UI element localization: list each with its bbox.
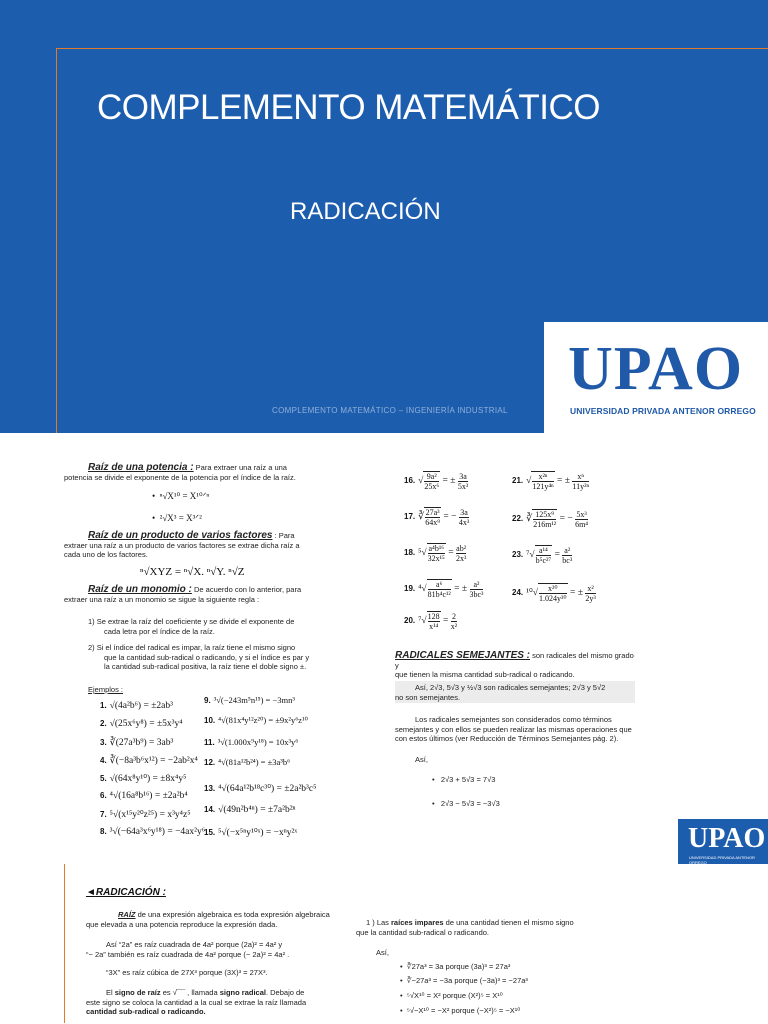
fraction-denominator: 1.024y³⁰ <box>539 594 567 603</box>
signo-line-3: cantidad sub-radical o radicando. <box>86 1007 206 1016</box>
logo-subtext: UNIVERSIDAD PRIVADA ANTENOR ORREGO <box>689 855 755 864</box>
equals-sign: = − <box>443 512 457 523</box>
equals-sign: = <box>448 548 454 559</box>
impares-text-b: de una cantidad tienen el mismo signo <box>443 918 574 927</box>
example-18: 18. ⁵√ $\frac{\text{a⁴b¹⁶}}{\text{32x¹⁵}}$ = $\frac{\text{ab²}}{\text{2x³}}$ <box>404 543 467 563</box>
rule-2 <box>88 643 318 672</box>
potencia-example-1: • ⁿ√X¹⁰ = X¹⁰ᐟⁿ <box>152 491 210 501</box>
potencia-block <box>64 463 314 482</box>
monomio-title: Raíz de un monomio : <box>88 584 192 595</box>
potencia-example-text: ⁿ√X¹⁰ = X¹⁰ᐟⁿ <box>159 491 210 501</box>
semejantes-para-3: con estos últimos (ver Reducción de Términos Semejantes pág. 2). <box>395 734 619 743</box>
example-10 <box>204 715 308 726</box>
example-number: 8. <box>100 827 107 836</box>
fraction-numerator: a⁶ <box>428 580 451 590</box>
producto-title: Raíz de un producto de varios factores <box>88 530 273 541</box>
equals-sign: = ± <box>454 584 468 595</box>
example-13 <box>204 783 316 794</box>
impar-example-1: • ∛27a³ = 3a porque (3a)³ = 27a³ <box>400 962 511 971</box>
rule-1 <box>88 617 318 636</box>
impar-example-text: ⁵√−X¹⁰ = −X² porque (−X²)⁵ = −X¹⁰ <box>406 1006 521 1015</box>
example-20: 20. ⁷√ $\frac{128}{\text{x¹⁴}}$ = $\frac{2}{\text{x²}}$ <box>404 611 458 631</box>
fraction-denominator: 11y²ⁿ <box>572 481 589 491</box>
fraction-denominator: bc³ <box>562 555 573 565</box>
example-number: 1. <box>100 701 107 710</box>
fraction-denominator: x¹⁴ <box>429 622 439 631</box>
example-number: 20. <box>404 616 416 626</box>
example-16: 16. √ $\frac{\text{9a²}}{\text{25x⁶}}$ = ± $\frac{3a}{\text{5x³}}$ <box>404 471 469 491</box>
raiz-definition <box>86 910 336 929</box>
equals-sign: = ± <box>557 476 570 487</box>
example-number: 11. <box>204 738 215 747</box>
fraction-denominator: 3bc³ <box>469 589 484 599</box>
example-14 <box>204 805 296 815</box>
fraction-numerator: a⁴b¹⁶ <box>428 544 445 553</box>
example-number: 16. <box>404 476 416 486</box>
monomio-block <box>64 585 314 604</box>
fraction-denominator: b⁵c²⁷ <box>535 556 552 565</box>
equals-sign: = ± <box>569 588 583 599</box>
fraction-numerator: x²ⁿ <box>532 472 553 482</box>
example-number: 12. <box>204 758 216 767</box>
impar-example-text: ∛27a³ = 3a porque (3a)³ = 27a³ <box>406 962 511 971</box>
semejantes-title: RADICALES SEMEJANTES : <box>395 650 531 661</box>
raiz-word: RAÍZ <box>118 910 136 919</box>
example-expression: ³√(1.000x⁹y¹⁸) = 10x³y⁶ <box>217 737 299 747</box>
potencia-example-text: ²√X³ = X³ᐟ² <box>159 513 202 523</box>
example-24: 24. ¹⁰√ $\frac{\text{x²⁰}}{\text{1.024y³⁰}}$ = ± $\frac{\text{x²}}{\text{2y³}}$ <box>512 583 596 603</box>
signo-line-2: este signo se coloca la cantidad a la cual se extrae la raíz llamada <box>86 997 307 1007</box>
example-number: 9. <box>204 696 211 705</box>
impares-block <box>356 918 616 937</box>
fraction-denominator: 121y⁴ⁿ <box>532 482 554 491</box>
raiz-text-2: que elevada a una potencia reproduce la expresión dada. <box>86 919 278 929</box>
example-2 <box>100 719 183 729</box>
example-19: 19. ⁴√ $\frac{\text{a⁶}}{\text{81b⁴c¹²}}$ = ± $\frac{\text{a²}}{\text{3bc³}}$ <box>404 579 484 599</box>
producto-text: : Para <box>272 531 295 540</box>
fraction-numerator: a² <box>564 545 571 555</box>
semejantes-text-2: que tienen la misma cantidad sub-radical o radicando. <box>395 670 575 679</box>
example-expression: √(4a²b⁶) = ±2ab³ <box>109 701 173 711</box>
example-number: 3. <box>100 738 107 747</box>
asi-box <box>395 681 635 703</box>
fraction-denominator: 216m¹² <box>533 520 557 529</box>
example-number: 10. <box>204 716 216 725</box>
example-number: 18. <box>404 548 416 558</box>
signo-text: El <box>106 988 115 997</box>
example-expression: ⁴√(81a¹²b²⁴) = ±3a³b⁶ <box>218 757 291 767</box>
semejantes-paragraph <box>395 715 635 744</box>
semejantes-text: son radicales del mismo grado y <box>395 651 634 670</box>
signo-bold: signo de raíz <box>114 988 161 997</box>
monomio-text: De acuerdo con lo anterior, para <box>191 585 302 594</box>
asi-line-2: “− 2a” también es raíz cuadrada de 4a² porque (− 2a)² = 4a² . <box>86 949 290 959</box>
fraction-denominator: 64x⁹ <box>425 518 440 527</box>
impares-bold: raíces impares <box>391 918 444 927</box>
example-expression: ⁴√(16a⁸b¹⁶) = ±2a²b⁴ <box>109 791 188 801</box>
equals-sign: = <box>554 550 560 561</box>
producto-formula: ⁿ√XYZ = ⁿ√X. ⁿ√Y. ⁿ√Z <box>140 566 245 578</box>
upao-logo <box>544 322 768 433</box>
operation-text: 2√3 − 5√3 = −3√3 <box>440 799 500 808</box>
example-8 <box>100 827 205 837</box>
content-slide <box>0 433 768 864</box>
upao-logo-small <box>678 819 768 864</box>
fraction-numerator: 3a <box>460 507 468 517</box>
potencia-text-2: potencia se divide el exponente de la potencia por el índice de la raíz. <box>64 472 296 482</box>
logo-text: UPAO <box>688 823 766 854</box>
producto-block <box>64 531 314 560</box>
signo-text-c: . Debajo de <box>265 988 305 997</box>
rule-2-text: 2) Si el índice del radical es impar, la raíz tiene el mismo signo <box>88 643 296 652</box>
cubica-example: “3X” es raíz cúbica de 27X³ porque (3X)³ = 27X³. <box>106 968 268 977</box>
radicacion-title-text: RADICACIÓN : <box>95 887 166 898</box>
operation-text: 2√3 + 5√3 = 7√3 <box>440 775 496 784</box>
rule-2-text-2: que la cantidad sub-radical o radicando, y si el índice es par y <box>104 652 310 662</box>
fraction-numerator: 9a² <box>424 472 439 482</box>
potencia-text: Para extraer una raíz a una <box>193 463 287 472</box>
example-23: 23. ⁷√ $\frac{\text{a¹⁴}}{\text{b⁵c²⁷}}$ = $\frac{\text{a²}}{\text{bc³}}$ <box>512 545 573 565</box>
logo-subtext: UNIVERSIDAD PRIVADA ANTENOR ORREGO <box>570 406 756 416</box>
impares-text: 1 ) Las <box>366 918 392 927</box>
fraction-numerator: xⁿ <box>572 472 589 482</box>
impar-example-text: ⁵√X¹⁰ = X² porque (X²)⁵ = X¹⁰ <box>406 991 503 1000</box>
example-number: 7. <box>100 810 107 819</box>
example-expression: ⁴√(64a¹²b¹⁸c³⁰) = ±2a²b³c⁵ <box>218 784 317 794</box>
asi-label: Así, <box>376 948 389 957</box>
example-15 <box>204 827 297 838</box>
example-7 <box>100 809 191 820</box>
fraction-numerator: a¹⁴ <box>536 546 552 556</box>
slide-footer: COMPLEMENTO MATEMÁTICO – INGENIERÍA INDUSTRIAL <box>272 406 508 415</box>
impares-line-2: que la cantidad sub-radical o radicando. <box>356 927 490 937</box>
signo-radical-bold: signo radical <box>219 988 266 997</box>
example-expression: √(25x⁶y⁸) = ±5x³y⁴ <box>109 719 183 729</box>
example-number: 4. <box>100 756 107 765</box>
example-3 <box>100 737 173 748</box>
example-expression: ⁵√(−x⁵ⁿy¹⁰ˣ) = −xⁿy²ˣ <box>218 828 298 838</box>
example-number: 19. <box>404 584 416 594</box>
example-number: 2. <box>100 719 107 728</box>
content-slide-3 <box>0 864 768 1023</box>
equals-sign: = − <box>559 514 573 525</box>
example-number: 24. <box>512 588 524 598</box>
signo-block <box>86 988 336 1017</box>
example-number: 23. <box>512 550 524 560</box>
example-expression: ⁵√(x¹⁵y²⁰z²⁵) = x³y⁴z⁵ <box>109 810 191 820</box>
example-number: 14. <box>204 805 216 814</box>
example-number: 6. <box>100 791 107 800</box>
impar-example-text: ∛−27a³ = −3a porque (−3a)³ = −27a³ <box>406 976 528 985</box>
logo-text: UPAO <box>568 335 744 403</box>
asi-line-1: Así “2a” es raíz cuadrada de 4a² porque (2a)² = 4a² y <box>106 940 283 949</box>
fraction-numerator: 125x⁹ <box>533 510 556 520</box>
example-number: 15. <box>204 828 216 837</box>
slide-title: COMPLEMENTO MATEMÁTICO <box>97 88 601 127</box>
impar-example-3: • ⁵√X¹⁰ = X² porque (X²)⁵ = X¹⁰ <box>400 991 503 1000</box>
slide-subtitle: RADICACIÓN <box>290 198 441 225</box>
example-expression: ∛(27a³b⁹) = 3ab³ <box>109 738 174 748</box>
fraction-denominator: 81b⁴c¹² <box>427 590 451 599</box>
example-12 <box>204 757 290 767</box>
producto-text-2: extraer una raíz a un producto de varios factores se extrae dicha raíz a <box>64 540 300 550</box>
example-4 <box>100 755 198 766</box>
semejantes-block <box>395 651 635 680</box>
impar-example-4: • ⁵√−X¹⁰ = −X² porque (−X²)⁵ = −X¹⁰ <box>400 1006 521 1015</box>
asi-label: Así, <box>415 755 428 764</box>
fraction-denominator: 2x³ <box>455 553 467 563</box>
signo-text-b: es √¯¯ , llamada <box>160 988 220 997</box>
fraction-numerator: 128 <box>427 612 440 621</box>
asi-box-text: Así, 2√3, 5√3 y ½√3 son radicales semejantes; 2√3 y 5√2 <box>415 683 606 692</box>
example-expression: ³√(−243m⁵n¹⁵) = −3mn³ <box>213 695 295 705</box>
operation-2: • 2√3 − 5√3 = −3√3 <box>432 799 500 808</box>
fraction-numerator: 2 <box>451 611 456 621</box>
fraction-denominator: 2y³ <box>585 593 596 603</box>
producto-text-3: cada uno de los factores. <box>64 550 148 559</box>
fraction-numerator: x²⁰ <box>539 584 567 594</box>
fraction-denominator: 25x⁶ <box>424 482 440 491</box>
example-number: 21. <box>512 476 524 486</box>
example-number: 17. <box>404 512 416 522</box>
potencia-title: Raíz de una potencia : <box>88 462 194 473</box>
raiz-text: de una expresión algebraica es toda expresión algebraica <box>135 910 330 919</box>
asi-box-text-2: no son semejantes. <box>395 692 461 702</box>
example-number: 22. <box>512 514 524 524</box>
example-1 <box>100 701 173 711</box>
example-expression: ³√(−64a³x⁶y¹⁸) = −4ax²y⁶ <box>109 827 206 837</box>
example-expression: √(49n²b⁴ⁿ) = ±7a²b²ⁿ <box>218 805 296 815</box>
example-22: 22. ∛ $\frac{\text{125x⁹}}{\text{216m¹²}}$ = − $\frac{\text{5x³}}{\text{6m⁴}}$ <box>512 509 589 529</box>
title-slide <box>0 0 768 433</box>
rule-1-text-2: cada letra por el índice de la raíz. <box>104 626 215 636</box>
fraction-denominator: 32x¹⁵ <box>427 554 445 563</box>
example-6 <box>100 791 188 801</box>
example-number: 5. <box>100 774 107 783</box>
example-number: 13. <box>204 784 216 793</box>
semejantes-para-2: semejantes y con ellos se pueden realizar las mismas operaciones que <box>395 724 632 734</box>
ejemplos-label: Ejemplos : <box>88 685 124 694</box>
fraction-numerator: 27a³ <box>425 508 440 517</box>
fraction-numerator: 5x³ <box>576 509 587 519</box>
rule-1-text: 1) Se extrae la raíz del coeficiente y se divide el exponente de <box>88 617 295 626</box>
fraction-denominator: 4x³ <box>458 517 470 527</box>
monomio-text-2: extraer una raíz a un monomio se sigue la siguiente regla : <box>64 594 260 604</box>
example-5 <box>100 773 186 784</box>
potencia-example-2: • ²√X³ = X³ᐟ² <box>152 513 202 523</box>
fraction-numerator: ab² <box>456 543 467 553</box>
example-expression: ⁴√(81x⁴y¹²z²⁰) = ±9x²y⁶z¹⁰ <box>218 715 308 725</box>
rule-2-text-3: la cantidad sub-radical positiva, la raíz tiene el doble signo ±. <box>104 662 307 671</box>
asi-example <box>86 940 336 959</box>
fraction-numerator: a² <box>470 580 484 590</box>
semejantes-para-1: Los radicales semejantes son considerados como términos <box>415 715 612 724</box>
example-9 <box>204 695 295 705</box>
example-21: 21. √ $\frac{\text{x²ⁿ}}{\text{121y⁴ⁿ}}$ = ± $\frac{\text{xⁿ}}{\text{11y²ⁿ}}$ <box>512 471 589 491</box>
fraction-numerator: x² <box>587 583 594 593</box>
radicacion-title: ◄RADICACIÓN : <box>86 887 166 898</box>
fraction-denominator: 6m⁴ <box>575 519 589 529</box>
fraction-denominator: x² <box>450 621 458 631</box>
operation-1: • 2√3 + 5√3 = 7√3 <box>432 775 496 784</box>
equals-sign: = ± <box>442 476 456 487</box>
equals-sign: = <box>443 616 449 627</box>
impar-example-2: • ∛−27a³ = −3a porque (−3a)³ = −27a³ <box>400 976 528 985</box>
example-17: 17. ∛ $\frac{\text{27a³}}{\text{64x⁹}}$ = − $\frac{3a}{\text{4x³}}$ <box>404 507 470 527</box>
example-expression: ∛(−8a³b⁶x¹²) = −2ab²x⁴ <box>109 756 198 766</box>
slide-frame-left <box>64 864 65 1023</box>
fraction-denominator: 5x³ <box>457 481 469 491</box>
example-expression: √(64x⁸y¹⁰) = ±8x⁴y⁵ <box>109 774 187 784</box>
example-11 <box>204 737 298 747</box>
fraction-numerator: 3a <box>459 471 467 481</box>
